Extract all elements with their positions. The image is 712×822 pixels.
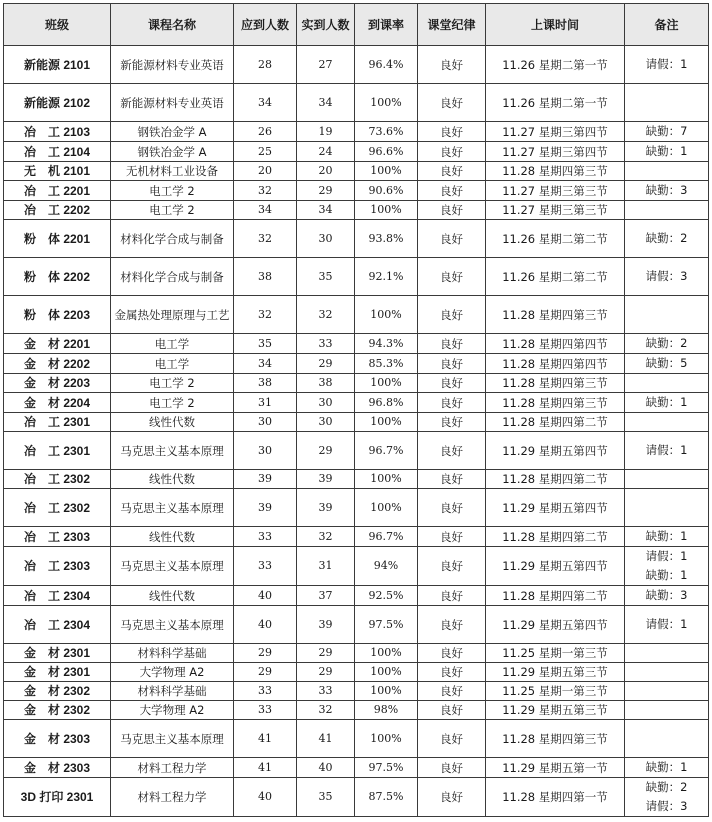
cell-expected: 33 xyxy=(234,547,297,586)
cell-class: 金 材 2303 xyxy=(4,720,111,758)
table-row xyxy=(4,296,709,334)
table-row xyxy=(4,201,709,220)
cell-note xyxy=(625,354,709,374)
cell-rate: 96.7% xyxy=(355,432,418,470)
cell-expected: 40 xyxy=(234,586,297,606)
cell-rate: 100% xyxy=(355,470,418,489)
cell-actual: 30 xyxy=(297,393,355,413)
cell-expected: 29 xyxy=(234,663,297,682)
cell-note xyxy=(625,432,709,470)
cell-note xyxy=(625,413,709,432)
cell-class: 新能源 2101 xyxy=(4,46,111,84)
cell-note xyxy=(625,201,709,220)
cell-time: 11.28 星期四第二节 xyxy=(486,527,625,547)
attendance-table xyxy=(3,3,709,817)
cell-time: 11.28 星期四第一节 xyxy=(486,778,625,817)
cell-note xyxy=(625,527,709,547)
cell-expected: 33 xyxy=(234,701,297,720)
cell-class: 冶 工 2301 xyxy=(4,413,111,432)
table-row xyxy=(4,122,709,142)
cell-rate: 100% xyxy=(355,374,418,393)
cell-discipline: 良好 xyxy=(418,720,486,758)
cell-rate: 94.3% xyxy=(355,334,418,354)
cell-course: 新能源材料专业英语 xyxy=(111,84,234,122)
note-line: 缺勤：1 xyxy=(645,144,688,158)
cell-note xyxy=(625,547,709,586)
cell-course: 材料工程力学 xyxy=(111,778,234,817)
cell-discipline: 良好 xyxy=(418,296,486,334)
cell-rate: 100% xyxy=(355,682,418,701)
cell-class: 金 材 2202 xyxy=(4,354,111,374)
cell-expected: 38 xyxy=(234,258,297,296)
cell-time: 11.29 星期五第四节 xyxy=(486,547,625,586)
cell-expected: 38 xyxy=(234,374,297,393)
cell-course: 马克思主义基本原理 xyxy=(111,720,234,758)
cell-note xyxy=(625,663,709,682)
cell-course: 大学物理 A2 xyxy=(111,663,234,682)
cell-actual: 37 xyxy=(297,586,355,606)
cell-class: 冶 工 2303 xyxy=(4,547,111,586)
cell-course: 金属热处理原理与工艺 xyxy=(111,296,234,334)
cell-discipline: 良好 xyxy=(418,606,486,644)
cell-discipline: 良好 xyxy=(418,334,486,354)
cell-time: 11.27 星期三第四节 xyxy=(486,122,625,142)
cell-course: 电工学 2 xyxy=(111,201,234,220)
cell-note xyxy=(625,122,709,142)
cell-discipline: 良好 xyxy=(418,220,486,258)
cell-expected: 29 xyxy=(234,644,297,663)
header-discipline: 课堂纪律 xyxy=(418,4,486,46)
cell-expected: 32 xyxy=(234,296,297,334)
cell-class: 金 材 2204 xyxy=(4,393,111,413)
cell-discipline: 良好 xyxy=(418,547,486,586)
cell-discipline: 良好 xyxy=(418,489,486,527)
header-note: 备注 xyxy=(625,4,709,46)
header-rate: 到课率 xyxy=(355,4,418,46)
cell-rate: 87.5% xyxy=(355,778,418,817)
cell-course: 线性代数 xyxy=(111,413,234,432)
cell-rate: 96.8% xyxy=(355,393,418,413)
table-row xyxy=(4,547,709,586)
cell-class: 金 材 2201 xyxy=(4,334,111,354)
cell-class: 金 材 2302 xyxy=(4,682,111,701)
cell-rate: 92.1% xyxy=(355,258,418,296)
table-row xyxy=(4,663,709,682)
cell-course: 马克思主义基本原理 xyxy=(111,489,234,527)
cell-rate: 93.8% xyxy=(355,220,418,258)
cell-course: 电工学 2 xyxy=(111,393,234,413)
cell-discipline: 良好 xyxy=(418,644,486,663)
cell-class: 金 材 2301 xyxy=(4,663,111,682)
note-line: 缺勤：2 xyxy=(645,231,688,245)
cell-time: 11.28 星期四第三节 xyxy=(486,162,625,181)
note-line: 缺勤：5 xyxy=(645,356,688,370)
cell-course: 线性代数 xyxy=(111,470,234,489)
cell-rate: 97.5% xyxy=(355,606,418,644)
cell-actual: 20 xyxy=(297,162,355,181)
cell-discipline: 良好 xyxy=(418,162,486,181)
cell-actual: 39 xyxy=(297,470,355,489)
cell-rate: 94% xyxy=(355,547,418,586)
cell-note xyxy=(625,682,709,701)
cell-actual: 29 xyxy=(297,354,355,374)
cell-class: 冶 工 2202 xyxy=(4,201,111,220)
cell-time: 11.28 星期四第二节 xyxy=(486,470,625,489)
header-time: 上课时间 xyxy=(486,4,625,46)
cell-discipline: 良好 xyxy=(418,663,486,682)
cell-discipline: 良好 xyxy=(418,413,486,432)
cell-course: 材料化学合成与制备 xyxy=(111,220,234,258)
cell-time: 11.26 星期二第二节 xyxy=(486,258,625,296)
cell-discipline: 良好 xyxy=(418,758,486,778)
note-line: 缺勤：2 xyxy=(645,336,688,350)
cell-class: 金 材 2302 xyxy=(4,701,111,720)
cell-note xyxy=(625,220,709,258)
cell-rate: 73.6% xyxy=(355,122,418,142)
cell-actual: 30 xyxy=(297,413,355,432)
header-row xyxy=(4,4,709,46)
cell-course: 马克思主义基本原理 xyxy=(111,606,234,644)
cell-course: 线性代数 xyxy=(111,527,234,547)
cell-expected: 41 xyxy=(234,720,297,758)
cell-note xyxy=(625,758,709,778)
table-row xyxy=(4,181,709,201)
cell-note xyxy=(625,778,709,817)
cell-note xyxy=(625,46,709,84)
cell-discipline: 良好 xyxy=(418,682,486,701)
cell-rate: 100% xyxy=(355,296,418,334)
cell-discipline: 良好 xyxy=(418,586,486,606)
cell-note xyxy=(625,374,709,393)
cell-note xyxy=(625,489,709,527)
note-line: 请假：1 xyxy=(645,549,688,563)
table-row xyxy=(4,334,709,354)
cell-note xyxy=(625,142,709,162)
cell-course: 材料化学合成与制备 xyxy=(111,258,234,296)
cell-note xyxy=(625,644,709,663)
cell-time: 11.29 星期五第四节 xyxy=(486,432,625,470)
header-expected: 应到人数 xyxy=(234,4,297,46)
cell-time: 11.29 星期五第四节 xyxy=(486,489,625,527)
cell-discipline: 良好 xyxy=(418,201,486,220)
table-body xyxy=(4,46,709,817)
cell-rate: 85.3% xyxy=(355,354,418,374)
table-row xyxy=(4,644,709,663)
cell-note xyxy=(625,181,709,201)
note-line: 缺勤：1 xyxy=(645,395,688,409)
header-class: 班级 xyxy=(4,4,111,46)
cell-course: 线性代数 xyxy=(111,586,234,606)
cell-time: 11.29 星期五第三节 xyxy=(486,701,625,720)
cell-expected: 31 xyxy=(234,393,297,413)
note-line: 缺勤：7 xyxy=(645,124,688,138)
note-line: 缺勤：1 xyxy=(645,760,688,774)
cell-actual: 29 xyxy=(297,644,355,663)
cell-time: 11.25 星期一第三节 xyxy=(486,682,625,701)
note-line: 请假：1 xyxy=(645,617,688,631)
cell-rate: 100% xyxy=(355,162,418,181)
cell-time: 11.25 星期一第三节 xyxy=(486,644,625,663)
cell-class: 冶 工 2302 xyxy=(4,489,111,527)
cell-rate: 100% xyxy=(355,84,418,122)
cell-discipline: 良好 xyxy=(418,181,486,201)
table-row xyxy=(4,606,709,644)
cell-actual: 29 xyxy=(297,663,355,682)
cell-class: 冶 工 2201 xyxy=(4,181,111,201)
header-actual: 实到人数 xyxy=(297,4,355,46)
cell-note xyxy=(625,393,709,413)
cell-course: 材料科学基础 xyxy=(111,682,234,701)
cell-discipline: 良好 xyxy=(418,470,486,489)
cell-time: 11.28 星期四第四节 xyxy=(486,354,625,374)
cell-actual: 24 xyxy=(297,142,355,162)
cell-discipline: 良好 xyxy=(418,122,486,142)
cell-class: 粉 体 2201 xyxy=(4,220,111,258)
cell-expected: 26 xyxy=(234,122,297,142)
cell-rate: 92.5% xyxy=(355,586,418,606)
cell-course: 电工学 xyxy=(111,354,234,374)
cell-discipline: 良好 xyxy=(418,46,486,84)
cell-rate: 96.7% xyxy=(355,527,418,547)
table-row xyxy=(4,778,709,817)
table-row xyxy=(4,393,709,413)
cell-class: 冶 工 2104 xyxy=(4,142,111,162)
cell-actual: 30 xyxy=(297,220,355,258)
cell-actual: 38 xyxy=(297,374,355,393)
cell-class: 粉 体 2202 xyxy=(4,258,111,296)
cell-class: 新能源 2102 xyxy=(4,84,111,122)
table-row xyxy=(4,220,709,258)
cell-expected: 34 xyxy=(234,84,297,122)
cell-course: 电工学 xyxy=(111,334,234,354)
cell-course: 材料工程力学 xyxy=(111,758,234,778)
cell-course: 马克思主义基本原理 xyxy=(111,547,234,586)
table-row xyxy=(4,413,709,432)
cell-expected: 32 xyxy=(234,181,297,201)
cell-expected: 40 xyxy=(234,778,297,817)
cell-discipline: 良好 xyxy=(418,527,486,547)
table-row xyxy=(4,527,709,547)
table-row xyxy=(4,162,709,181)
cell-rate: 96.6% xyxy=(355,142,418,162)
cell-note xyxy=(625,334,709,354)
table-row xyxy=(4,354,709,374)
table-row xyxy=(4,701,709,720)
cell-note xyxy=(625,470,709,489)
cell-actual: 35 xyxy=(297,778,355,817)
cell-time: 11.28 星期四第二节 xyxy=(486,413,625,432)
cell-class: 无 机 2101 xyxy=(4,162,111,181)
cell-course: 新能源材料专业英语 xyxy=(111,46,234,84)
cell-discipline: 良好 xyxy=(418,354,486,374)
cell-rate: 100% xyxy=(355,720,418,758)
cell-course: 材料科学基础 xyxy=(111,644,234,663)
cell-time: 11.29 星期五第三节 xyxy=(486,663,625,682)
cell-class: 冶 工 2103 xyxy=(4,122,111,142)
cell-actual: 32 xyxy=(297,527,355,547)
cell-time: 11.28 星期四第三节 xyxy=(486,720,625,758)
cell-note xyxy=(625,606,709,644)
cell-course: 电工学 2 xyxy=(111,181,234,201)
cell-note xyxy=(625,258,709,296)
cell-discipline: 良好 xyxy=(418,142,486,162)
cell-rate: 97.5% xyxy=(355,758,418,778)
cell-actual: 29 xyxy=(297,432,355,470)
cell-discipline: 良好 xyxy=(418,84,486,122)
cell-expected: 32 xyxy=(234,220,297,258)
cell-time: 11.28 星期四第三节 xyxy=(486,296,625,334)
cell-class: 金 材 2301 xyxy=(4,644,111,663)
note-line: 缺勤：3 xyxy=(645,588,688,602)
cell-time: 11.28 星期四第三节 xyxy=(486,393,625,413)
cell-rate: 100% xyxy=(355,489,418,527)
cell-actual: 33 xyxy=(297,334,355,354)
cell-discipline: 良好 xyxy=(418,393,486,413)
cell-note xyxy=(625,720,709,758)
cell-course: 马克思主义基本原理 xyxy=(111,432,234,470)
cell-expected: 41 xyxy=(234,758,297,778)
table-row xyxy=(4,432,709,470)
cell-discipline: 良好 xyxy=(418,258,486,296)
cell-expected: 35 xyxy=(234,334,297,354)
cell-class: 冶 工 2303 xyxy=(4,527,111,547)
cell-class: 冶 工 2304 xyxy=(4,606,111,644)
note-line: 请假：3 xyxy=(645,799,688,813)
cell-rate: 100% xyxy=(355,201,418,220)
cell-time: 11.29 星期五第一节 xyxy=(486,758,625,778)
cell-discipline: 良好 xyxy=(418,778,486,817)
table-row xyxy=(4,374,709,393)
note-line: 缺勤：2 xyxy=(645,780,688,794)
table-row xyxy=(4,258,709,296)
cell-course: 电工学 2 xyxy=(111,374,234,393)
cell-expected: 34 xyxy=(234,201,297,220)
cell-time: 11.27 星期三第三节 xyxy=(486,201,625,220)
cell-class: 冶 工 2301 xyxy=(4,432,111,470)
table-row xyxy=(4,758,709,778)
cell-rate: 100% xyxy=(355,413,418,432)
cell-course: 钢铁冶金学 A xyxy=(111,142,234,162)
cell-actual: 41 xyxy=(297,720,355,758)
cell-expected: 20 xyxy=(234,162,297,181)
cell-time: 11.29 星期五第四节 xyxy=(486,606,625,644)
cell-expected: 39 xyxy=(234,470,297,489)
cell-class: 3D 打印 2301 xyxy=(4,778,111,817)
cell-time: 11.26 星期二第一节 xyxy=(486,46,625,84)
note-line: 请假：1 xyxy=(645,57,688,71)
cell-actual: 27 xyxy=(297,46,355,84)
note-line: 缺勤：1 xyxy=(645,568,688,582)
cell-course: 钢铁冶金学 A xyxy=(111,122,234,142)
cell-actual: 34 xyxy=(297,201,355,220)
cell-class: 冶 工 2304 xyxy=(4,586,111,606)
cell-discipline: 良好 xyxy=(418,374,486,393)
cell-note xyxy=(625,84,709,122)
cell-rate: 98% xyxy=(355,701,418,720)
cell-class: 金 材 2203 xyxy=(4,374,111,393)
cell-discipline: 良好 xyxy=(418,701,486,720)
cell-actual: 39 xyxy=(297,606,355,644)
cell-expected: 25 xyxy=(234,142,297,162)
cell-time: 11.27 星期三第四节 xyxy=(486,142,625,162)
cell-expected: 33 xyxy=(234,527,297,547)
cell-actual: 39 xyxy=(297,489,355,527)
cell-actual: 32 xyxy=(297,701,355,720)
cell-class: 冶 工 2302 xyxy=(4,470,111,489)
cell-actual: 19 xyxy=(297,122,355,142)
cell-time: 11.27 星期三第三节 xyxy=(486,181,625,201)
cell-note xyxy=(625,586,709,606)
cell-expected: 30 xyxy=(234,432,297,470)
cell-rate: 96.4% xyxy=(355,46,418,84)
cell-discipline: 良好 xyxy=(418,432,486,470)
note-line: 缺勤：3 xyxy=(645,183,688,197)
cell-class: 粉 体 2203 xyxy=(4,296,111,334)
cell-note xyxy=(625,701,709,720)
cell-rate: 100% xyxy=(355,663,418,682)
cell-time: 11.28 星期四第四节 xyxy=(486,334,625,354)
table-row xyxy=(4,470,709,489)
cell-actual: 32 xyxy=(297,296,355,334)
table-row xyxy=(4,586,709,606)
cell-expected: 33 xyxy=(234,682,297,701)
cell-time: 11.26 星期二第一节 xyxy=(486,84,625,122)
table-row xyxy=(4,720,709,758)
cell-actual: 40 xyxy=(297,758,355,778)
cell-expected: 28 xyxy=(234,46,297,84)
cell-expected: 30 xyxy=(234,413,297,432)
cell-expected: 34 xyxy=(234,354,297,374)
note-line: 请假：3 xyxy=(645,269,688,283)
cell-time: 11.26 星期二第二节 xyxy=(486,220,625,258)
cell-actual: 29 xyxy=(297,181,355,201)
cell-note xyxy=(625,296,709,334)
cell-actual: 35 xyxy=(297,258,355,296)
cell-actual: 31 xyxy=(297,547,355,586)
cell-rate: 90.6% xyxy=(355,181,418,201)
table-row xyxy=(4,84,709,122)
note-line: 请假：1 xyxy=(645,443,688,457)
cell-time: 11.28 星期四第二节 xyxy=(486,586,625,606)
cell-rate: 100% xyxy=(355,644,418,663)
cell-class: 金 材 2303 xyxy=(4,758,111,778)
table-row xyxy=(4,46,709,84)
table-row xyxy=(4,682,709,701)
cell-course: 大学物理 A2 xyxy=(111,701,234,720)
table-row xyxy=(4,489,709,527)
cell-actual: 34 xyxy=(297,84,355,122)
cell-time: 11.28 星期四第三节 xyxy=(486,374,625,393)
cell-expected: 39 xyxy=(234,489,297,527)
cell-course: 无机材料工业设备 xyxy=(111,162,234,181)
table-row xyxy=(4,142,709,162)
cell-note xyxy=(625,162,709,181)
note-line: 缺勤：1 xyxy=(645,529,688,543)
cell-actual: 33 xyxy=(297,682,355,701)
header-course: 课程名称 xyxy=(111,4,234,46)
cell-expected: 40 xyxy=(234,606,297,644)
